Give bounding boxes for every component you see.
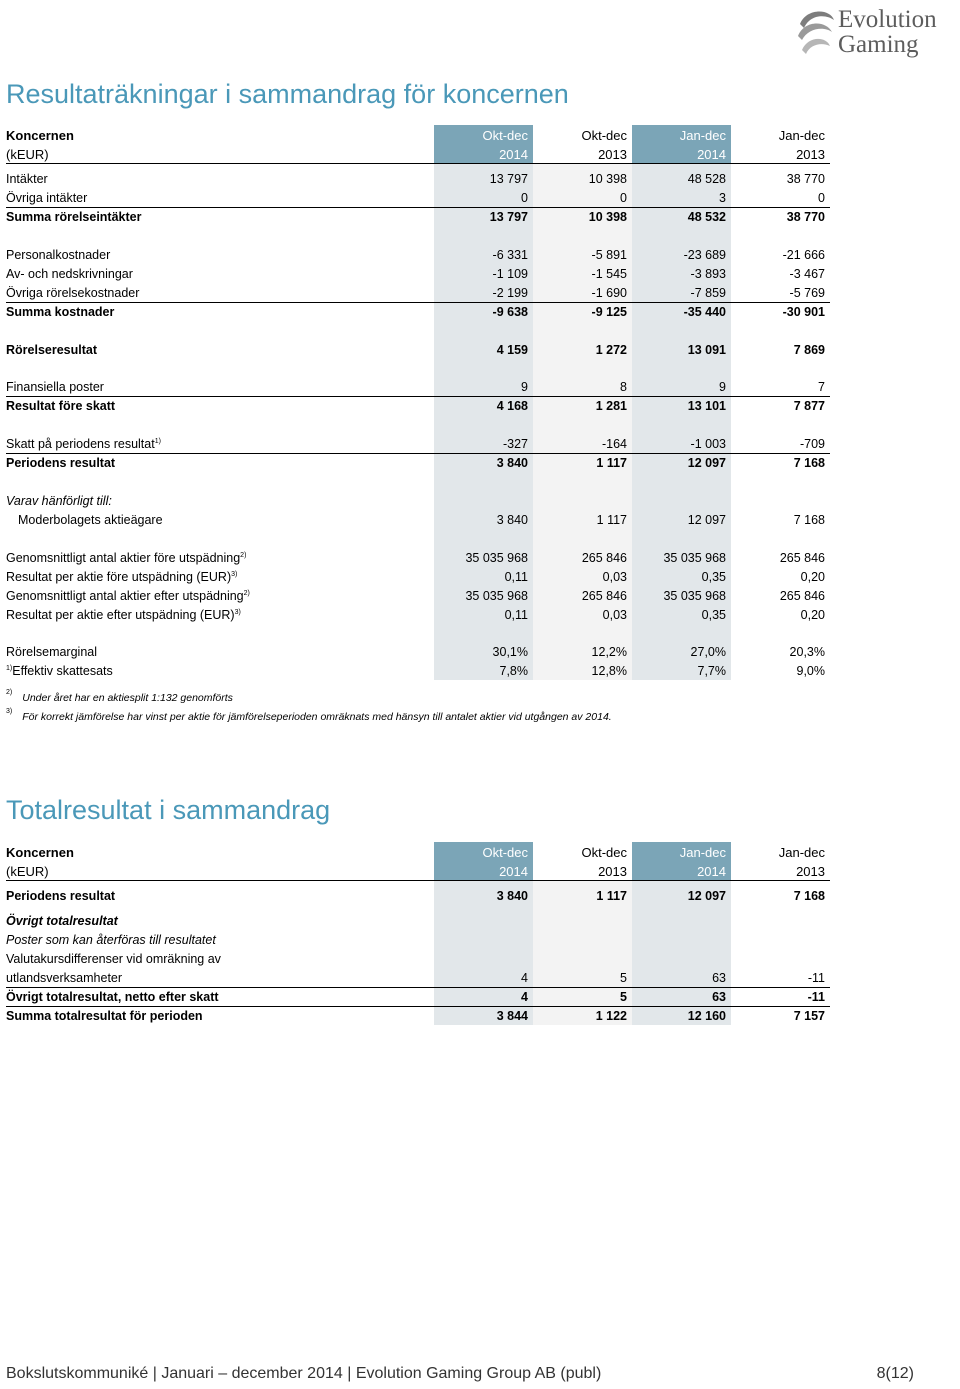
cell: 4 168 bbox=[496, 399, 528, 413]
table-row bbox=[6, 568, 828, 587]
cell: 48 532 bbox=[687, 210, 726, 224]
table-row bbox=[6, 606, 828, 625]
row-label: Moderbolagets aktieägare bbox=[18, 513, 163, 527]
table-row bbox=[6, 397, 828, 416]
table-row bbox=[6, 378, 828, 397]
cell: 5 bbox=[620, 971, 627, 985]
cell: -3 893 bbox=[690, 267, 726, 281]
logo-line-1: Evolution bbox=[838, 6, 937, 33]
cell: 9,0% bbox=[796, 664, 825, 678]
row-label: $^{1)}$Effektiv skattesats bbox=[6, 664, 113, 678]
cell: 0 bbox=[521, 191, 528, 205]
cell: -21 666 bbox=[782, 248, 825, 262]
table-row bbox=[6, 303, 828, 322]
table-row bbox=[6, 492, 828, 511]
cell: 0 bbox=[818, 191, 825, 205]
cell: -2 199 bbox=[492, 286, 528, 300]
cell: -1 690 bbox=[591, 286, 627, 300]
row-label: Rörelseresultat bbox=[6, 343, 98, 357]
cell: 0,11 bbox=[504, 570, 528, 584]
cell: 3 840 bbox=[496, 513, 528, 527]
table-header-row bbox=[6, 126, 828, 145]
row-label: Övrigt totalresultat, netto efter skatt bbox=[6, 990, 219, 1004]
cell: 35 035 968 bbox=[465, 551, 528, 565]
table-row bbox=[6, 549, 828, 568]
cell: 63 bbox=[712, 990, 726, 1004]
header-rule bbox=[6, 880, 830, 881]
cell: -30 901 bbox=[782, 305, 825, 319]
row-label: Genomsnittligt antal aktier efter utspädning$^{2)}$ bbox=[6, 589, 250, 603]
table-row bbox=[6, 341, 828, 360]
cell: 27,0% bbox=[690, 645, 726, 659]
cell: 12 097 bbox=[687, 889, 726, 903]
row-label: Summa kostnader bbox=[6, 305, 115, 319]
footnote-ref: 3) bbox=[231, 571, 238, 578]
cell: 20,3% bbox=[789, 645, 825, 659]
table-row bbox=[6, 511, 828, 530]
cell: 3 bbox=[719, 191, 726, 205]
cell: 4 bbox=[521, 990, 528, 1004]
cell: 0,35 bbox=[701, 570, 726, 584]
cell: 0,03 bbox=[602, 570, 627, 584]
cell: 35 035 968 bbox=[663, 589, 726, 603]
cell: 7,7% bbox=[697, 664, 726, 678]
cell: 265 846 bbox=[779, 589, 825, 603]
table-row bbox=[6, 454, 828, 473]
cell: 7 877 bbox=[793, 399, 825, 413]
cell: 13 797 bbox=[489, 172, 528, 186]
cell: 35 035 968 bbox=[465, 589, 528, 603]
row-label: Skatt på periodens resultat$^{1)}$ bbox=[6, 437, 161, 451]
table-row bbox=[6, 950, 828, 969]
header-rule bbox=[6, 163, 830, 164]
col-period: Jan-dec bbox=[679, 845, 726, 860]
row-label: Finansiella poster bbox=[6, 380, 104, 394]
cell: -1 545 bbox=[591, 267, 627, 281]
cell: 12,2% bbox=[591, 645, 627, 659]
row-label: Periodens resultat bbox=[6, 456, 116, 470]
col-year: 2013 bbox=[598, 864, 627, 879]
table-header-row bbox=[6, 843, 828, 862]
col-period: Jan-dec bbox=[778, 128, 825, 143]
cell: 38 770 bbox=[786, 172, 825, 186]
col-period: Jan-dec bbox=[778, 845, 825, 860]
row-label: Resultat per aktie före utspädning (EUR)$^{3)}$ bbox=[6, 570, 238, 584]
row-label: Av- och nedskrivningar bbox=[6, 267, 133, 281]
table-row bbox=[6, 284, 828, 303]
cell: -9 638 bbox=[492, 305, 528, 319]
col-period: Okt-dec bbox=[581, 128, 627, 143]
row-label: Genomsnittligt antal aktier före utspädning$^{2)}$ bbox=[6, 551, 247, 565]
table-row bbox=[6, 208, 828, 227]
footnote-ref: 2) bbox=[243, 590, 250, 597]
cell: -23 689 bbox=[683, 248, 726, 262]
row-label: Summa rörelseintäkter bbox=[6, 210, 142, 224]
cell: 0,20 bbox=[800, 570, 825, 584]
cell: -5 891 bbox=[591, 248, 627, 262]
col-year: 2013 bbox=[796, 864, 825, 879]
cell: 12,8% bbox=[591, 664, 627, 678]
cell: 63 bbox=[712, 971, 726, 985]
cell: 265 846 bbox=[581, 551, 627, 565]
cell: 1 122 bbox=[595, 1009, 627, 1023]
page-footer bbox=[6, 1364, 914, 1384]
cell: 9 bbox=[719, 380, 726, 394]
table-row bbox=[6, 643, 828, 662]
header-unit: (kEUR) bbox=[6, 147, 49, 162]
col-year: 2014 bbox=[697, 864, 726, 879]
table-row bbox=[6, 887, 828, 906]
cell: -164 bbox=[601, 437, 627, 451]
row-label: Personalkostnader bbox=[6, 248, 111, 262]
col-year: 2013 bbox=[796, 147, 825, 162]
col-period: Okt-dec bbox=[482, 845, 528, 860]
cell: 4 bbox=[521, 971, 528, 985]
row-label: Resultat per aktie efter utspädning (EUR)$^{3)}$ bbox=[6, 608, 241, 622]
col-year: 2013 bbox=[598, 147, 627, 162]
cell: 3 840 bbox=[496, 889, 528, 903]
cell: 265 846 bbox=[779, 551, 825, 565]
cell: -3 467 bbox=[789, 267, 825, 281]
evolution-swirl-icon bbox=[796, 6, 836, 54]
cell: -5 769 bbox=[789, 286, 825, 300]
cell: -6 331 bbox=[492, 248, 528, 262]
cell: -7 859 bbox=[690, 286, 726, 300]
header-label: Koncernen bbox=[6, 128, 74, 143]
row-label: utlandsverksamheter bbox=[6, 971, 123, 985]
cell: 1 117 bbox=[596, 513, 627, 527]
cell: -35 440 bbox=[683, 305, 726, 319]
income-statement-title: Resultaträkningar i sammandrag för koncernen bbox=[6, 79, 569, 109]
row-label: Periodens resultat bbox=[6, 889, 116, 903]
cell: 3 844 bbox=[496, 1009, 528, 1023]
row-label: Rörelsemarginal bbox=[6, 645, 98, 659]
cell: 13 797 bbox=[489, 210, 528, 224]
cell: 7 bbox=[818, 380, 825, 394]
logo-line-2: Gaming bbox=[838, 31, 919, 58]
row-label: Intäkter bbox=[6, 172, 48, 186]
cell: 12 160 bbox=[687, 1009, 726, 1023]
row-label: Övrigt totalresultat bbox=[6, 914, 118, 928]
row-label: Summa totalresultat för perioden bbox=[6, 1009, 203, 1023]
cell: 7 168 bbox=[793, 513, 825, 527]
page-number: 8(12) bbox=[876, 1365, 914, 1382]
table-row bbox=[6, 246, 828, 265]
cell: 7 168 bbox=[793, 889, 825, 903]
table-row bbox=[6, 912, 828, 931]
cell: 10 398 bbox=[588, 210, 627, 224]
cell: -11 bbox=[807, 990, 825, 1004]
cell: -9 125 bbox=[591, 305, 627, 319]
cell: 13 091 bbox=[687, 343, 726, 357]
cell: 30,1% bbox=[492, 645, 528, 659]
cell: -327 bbox=[502, 437, 528, 451]
cell: 10 398 bbox=[588, 172, 627, 186]
row-label: Poster som kan återföras till resultatet bbox=[6, 933, 216, 947]
cell: 35 035 968 bbox=[663, 551, 726, 565]
cell: -709 bbox=[799, 437, 825, 451]
col-year: 2014 bbox=[697, 147, 726, 162]
cell: -11 bbox=[807, 971, 825, 985]
cell: 1 117 bbox=[596, 456, 627, 470]
comprehensive-income-title: Totalresultat i sammandrag bbox=[6, 795, 331, 825]
cell: 8 bbox=[620, 380, 627, 394]
cell: 7,8% bbox=[499, 664, 528, 678]
table-row bbox=[6, 662, 828, 681]
cell: 1 281 bbox=[595, 399, 627, 413]
cell: -1 109 bbox=[492, 267, 528, 281]
company-logo bbox=[796, 4, 958, 60]
table-row bbox=[6, 265, 828, 284]
table-row bbox=[6, 969, 828, 988]
table-header-row bbox=[6, 862, 828, 881]
cell: 0,11 bbox=[504, 608, 528, 622]
footnote: $^{3)}$ För korrekt jämförelse har vinst per aktie för jämförelseperioden omräknats med hänsyn till antalet aktier vid utgången av 2014. bbox=[6, 708, 612, 723]
footnote-ref: 3) bbox=[234, 609, 241, 616]
table-row bbox=[6, 1007, 828, 1026]
cell: 48 528 bbox=[687, 172, 726, 186]
table-row bbox=[6, 189, 828, 208]
cell: 9 bbox=[521, 380, 528, 394]
table-row bbox=[6, 587, 828, 606]
cell: 7 168 bbox=[793, 456, 825, 470]
cell: 1 272 bbox=[595, 343, 627, 357]
col-period: Jan-dec bbox=[679, 128, 726, 143]
cell: 5 bbox=[620, 990, 627, 1004]
row-label: Övriga rörelsekostnader bbox=[6, 286, 140, 300]
cell: 7 157 bbox=[793, 1009, 825, 1023]
footnote-ref: 2) bbox=[240, 552, 247, 559]
cell: 0,20 bbox=[800, 608, 825, 622]
footnote: $^{2)}$ Under året har en aktiesplit 1:132 genomförts bbox=[6, 689, 233, 704]
row-label: Övriga intäkter bbox=[6, 191, 88, 205]
cell: 12 097 bbox=[687, 456, 726, 470]
cell: 1 117 bbox=[596, 889, 627, 903]
cell: 3 840 bbox=[496, 456, 528, 470]
cell: 7 869 bbox=[793, 343, 825, 357]
cell: 12 097 bbox=[687, 513, 726, 527]
cell: 4 159 bbox=[496, 343, 528, 357]
footer-text: Bokslutskommuniké | Januari – december 2014 | Evolution Gaming Group AB (publ) bbox=[6, 1365, 602, 1382]
cell: 38 770 bbox=[786, 210, 825, 224]
cell: 0,03 bbox=[602, 608, 627, 622]
footnote-ref: 1) bbox=[154, 438, 161, 445]
col-year: 2014 bbox=[499, 147, 528, 162]
cell: 13 101 bbox=[687, 399, 726, 413]
cell: -1 003 bbox=[690, 437, 726, 451]
cell: 0 bbox=[620, 191, 627, 205]
row-label: Valutakursdifferenser vid omräkning av bbox=[6, 952, 221, 966]
col-period: Okt-dec bbox=[581, 845, 627, 860]
header-label: Koncernen bbox=[6, 845, 74, 860]
table-row bbox=[6, 170, 828, 189]
table-row bbox=[6, 988, 828, 1007]
col-year: 2014 bbox=[499, 864, 528, 879]
row-label: Resultat före skatt bbox=[6, 399, 116, 413]
cell: 0,35 bbox=[701, 608, 726, 622]
table-row bbox=[6, 931, 828, 950]
table-header-row bbox=[6, 145, 828, 164]
table-row bbox=[6, 435, 828, 454]
footnote-ref: 1) bbox=[6, 665, 13, 672]
cell: 265 846 bbox=[581, 589, 627, 603]
col-period: Okt-dec bbox=[482, 128, 528, 143]
row-label: Varav hänförligt till: bbox=[6, 494, 112, 508]
header-unit: (kEUR) bbox=[6, 864, 49, 879]
